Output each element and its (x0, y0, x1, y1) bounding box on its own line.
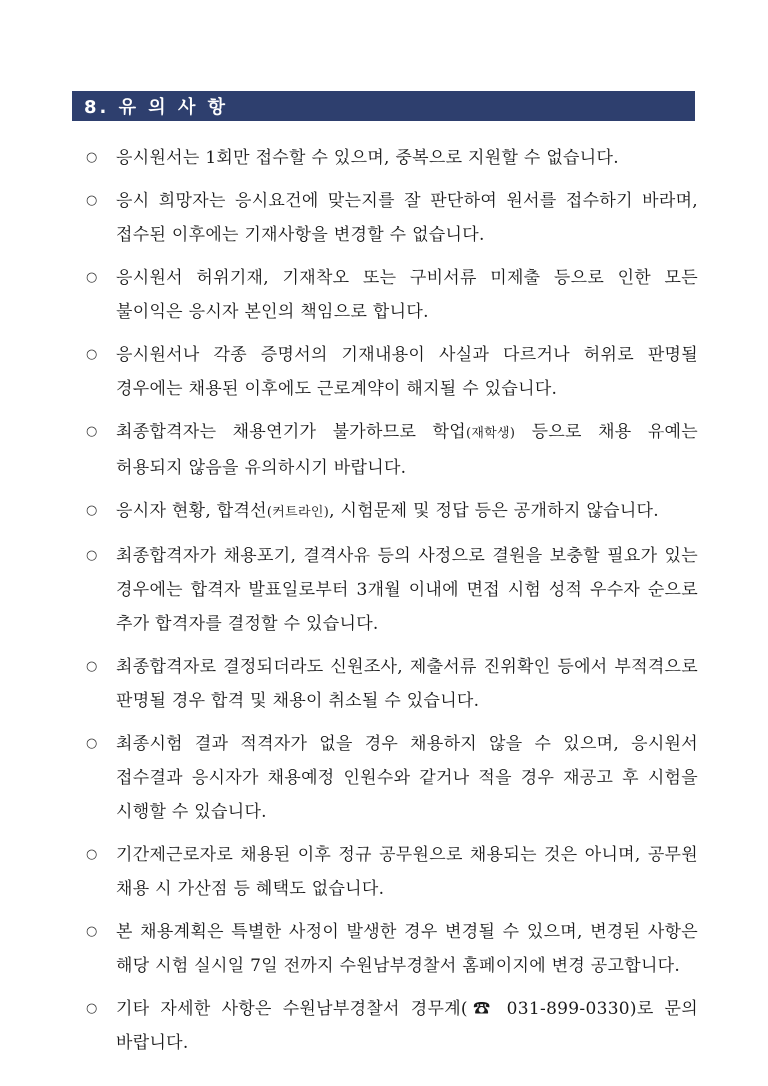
notice-item (86, 261, 698, 329)
notice-text: 최종합격자로 결정되더라도 신원조사, 제출서류 진위확인 등에서 부적격으로 판명될 경우 합격 및 채용이 취소될 수 있습니다. (116, 657, 698, 711)
notice-text: 기간제근로자로 채용된 이후 정규 공무원으로 채용되는 것은 아니며, 공무원 채용 시 가산점 등 혜택도 없습니다. (116, 845, 698, 899)
bullet-icon: ○ (86, 847, 98, 862)
notice-item (86, 915, 698, 983)
notice-text: 최종합격자는 채용연기가 불가하므로 학업 (116, 422, 466, 442)
notice-text: 응시 희망자는 응시요건에 맞는지를 잘 판단하여 원서를 접수하기 바라며, 접수된 이후에는 기재사항을 변경할 수 없습니다. (116, 191, 698, 245)
notice-text: 등으로 채용 유예는 허용되지 않음을 유의하시기 바랍니다. (116, 422, 699, 478)
notice-item (86, 539, 698, 641)
bullet-icon: ○ (86, 347, 98, 362)
notice-item (86, 650, 698, 718)
bullet-icon: ○ (86, 548, 98, 563)
bullet-icon: ○ (86, 270, 98, 285)
notice-item (86, 727, 698, 829)
notice-list (86, 141, 698, 1069)
notice-item (86, 838, 698, 906)
notice-text: 최종합격자가 채용포기, 결격사유 등의 사정으로 결원을 보충할 필요가 있는 경우에는 합격자 발표일로부터 3개월 이내에 면접 시험 성적 우수자 순으로 추가 합격자를 결정할 수 있습니다. (116, 546, 698, 634)
bullet-icon: ○ (86, 193, 98, 208)
notice-item (86, 415, 698, 485)
notice-text: 응시원서나 각종 증명서의 기재내용이 사실과 다르거나 허위로 판명될 경우에는 채용된 이후에도 근로계약이 해지될 수 있습니다. (116, 345, 698, 399)
bullet-icon: ○ (86, 924, 98, 939)
notice-item (86, 338, 698, 406)
section-header-bar (72, 91, 695, 121)
bullet-icon: ○ (86, 659, 98, 674)
notice-item (86, 494, 698, 530)
notice-text: 기타 자세한 사항은 수원남부경찰서 경무계(☎ 031-899-0330)로 문의 바랍니다. (116, 999, 698, 1053)
bullet-icon: ○ (86, 736, 98, 751)
notice-item (86, 184, 698, 252)
notice-text: 응시자 현황, 합격선 (116, 501, 267, 521)
notice-text: 본 채용계획은 특별한 사정이 발생한 경우 변경될 수 있으며, 변경된 사항은 해당 시험 실시일 7일 전까지 수원남부경찰서 홈페이지에 변경 공고합니다. (116, 922, 698, 976)
notice-text-small: (커트라인) (266, 505, 330, 520)
bullet-icon: ○ (86, 150, 98, 165)
notice-text: , 시험문제 및 정답 등은 공개하지 않습니다. (329, 501, 659, 521)
notice-text: 최종시험 결과 적격자가 없을 경우 채용하지 않을 수 있으며, 응시원서 접수결과 응시자가 채용예정 인원수와 같거나 적을 경우 재공고 후 시험을 시행할 수 있습니다. (116, 734, 698, 822)
section-title: 8. 유 의 사 항 (84, 97, 228, 118)
notice-text: 응시원서는 1회만 접수할 수 있으며, 중복으로 지원할 수 없습니다. (116, 148, 619, 168)
notice-item (86, 141, 698, 175)
notice-text: 응시원서 허위기재, 기재착오 또는 구비서류 미제출 등으로 인한 모든 불이익은 응시자 본인의 책임으로 합니다. (116, 268, 698, 322)
bullet-icon: ○ (86, 503, 98, 518)
bullet-icon: ○ (86, 1001, 98, 1016)
notice-text-small: (재학생) (465, 426, 516, 441)
bullet-icon: ○ (86, 424, 98, 439)
notice-item (86, 992, 698, 1060)
